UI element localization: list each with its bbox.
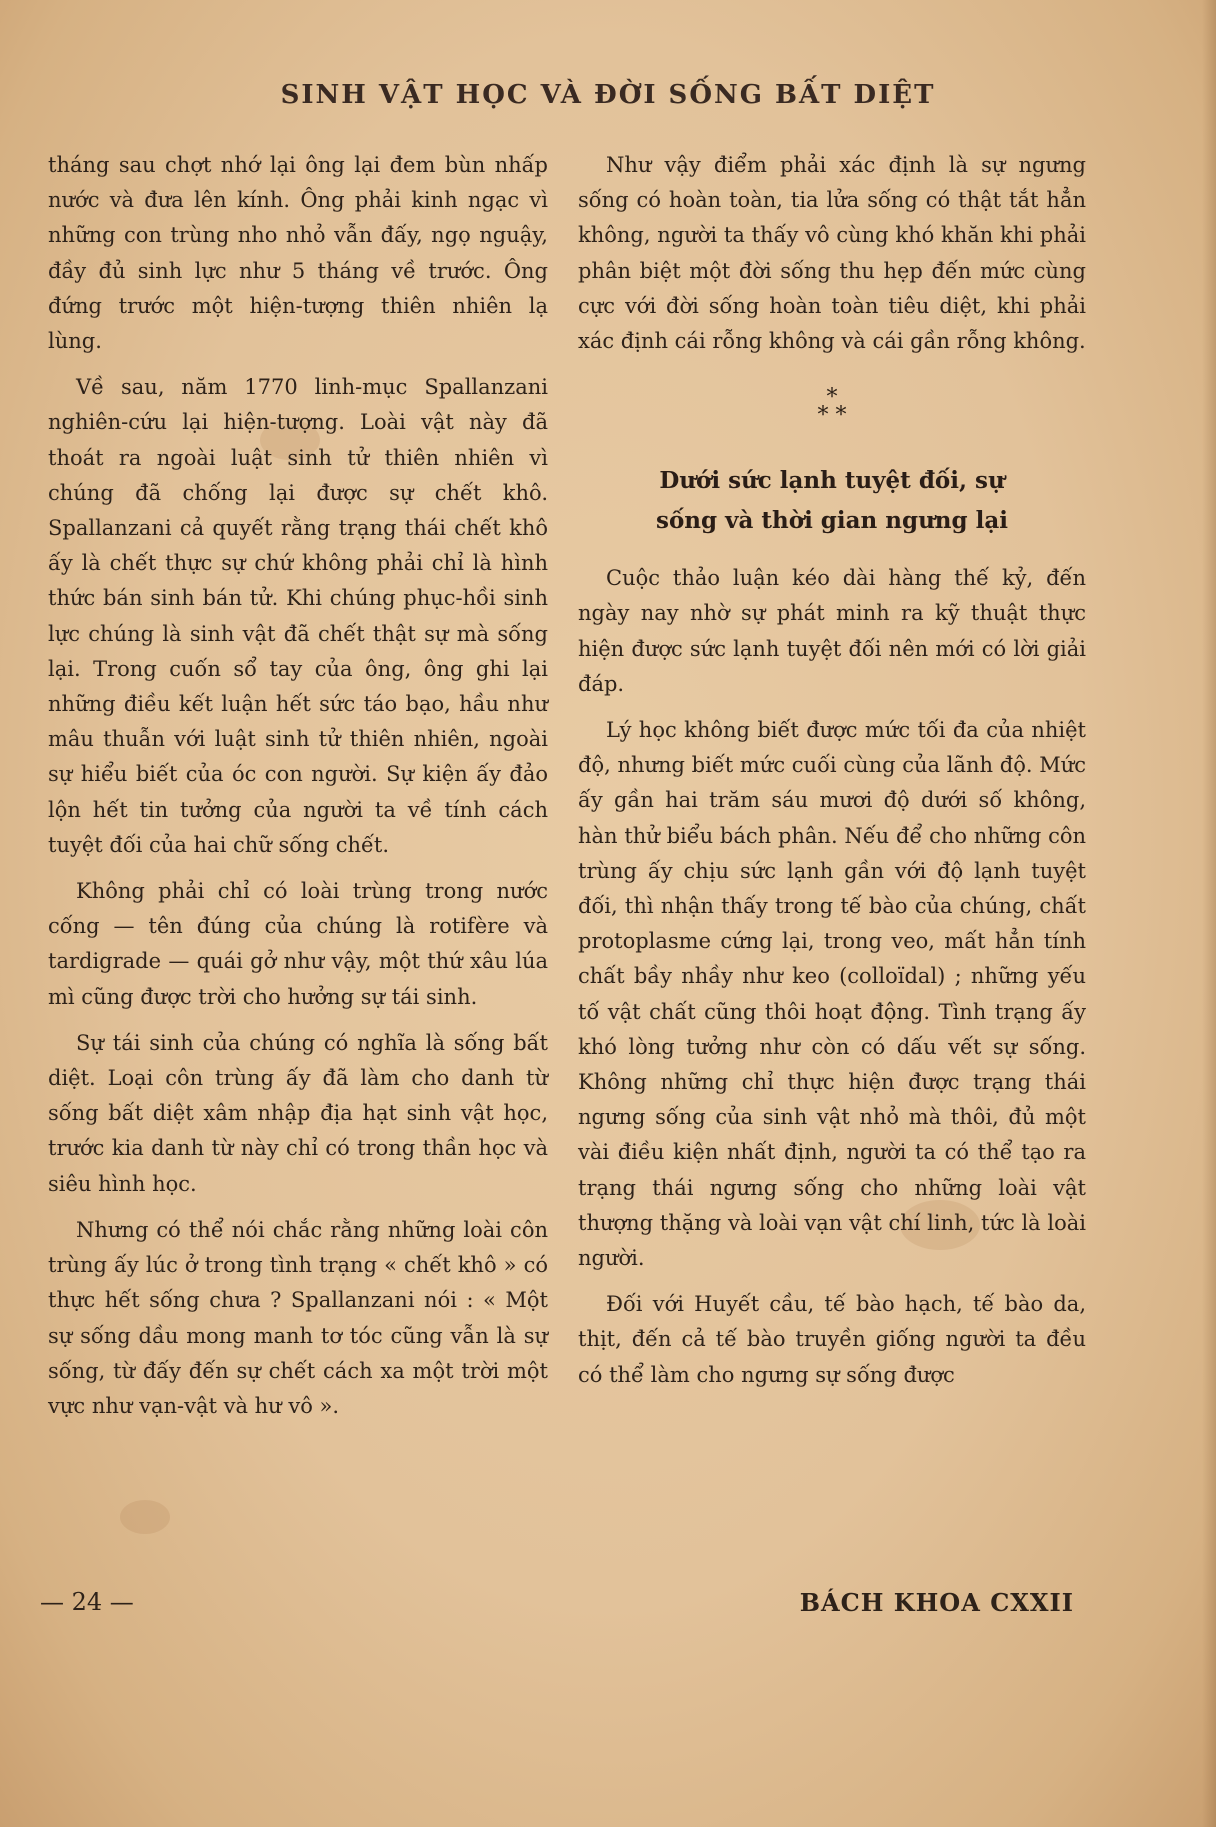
body-paragraph: Về sau, năm 1770 linh-mục Spallanzani nghiên-cứu lại hiện-tượng. Loài vật này đã thoát ra ngoài luật sinh tử thiên nhiên vì chúng đã chống lại được sự chết khô. Spallanzani cả quyết rằng trạng thái chết khô ấy là chết thực sự chứ không phải chỉ là hình thức bán sinh bán tử. Khi chúng phục-hồi sinh lực chúng là sinh vật đã chết thật sự mà sống lại. Trong cuốn sổ tay của ông, ông ghi lại những điều kết luận hết sức táo bạo, hầu như mâu thuẫn với luật sinh tử thiên nhiên, ngoài sự hiểu biết của óc con người. Sự kiện ấy đảo lộn hết tin tưởng của người ta về tính cách tuyệt đối của hai chữ sống chết. bbox=[48, 375, 548, 857]
body-paragraph: Đối với Huyết cầu, tế bào hạch, tế bào da, thịt, đến cả tế bào truyền giống người ta đều có thể làm cho ngưng sự sống được bbox=[578, 1292, 1086, 1387]
body-paragraph: tháng sau chợt nhớ lại ông lại đem bùn nhấp nước và đưa lên kính. Ông phải kinh ngạc vì những con trùng nho nhỏ vẫn đấy, ngọ nguậy, đầy đủ sinh lực như 5 tháng về trước. Ông đứng trước một hiện-tượng thiên nhiên lạ lùng. bbox=[48, 153, 548, 354]
section-ornament bbox=[578, 385, 1086, 429]
body-paragraph: Lý học không biết được mức tối đa của nhiệt độ, nhưng biết mức cuối cùng của lãnh độ. Mức ấy gần hai trăm sáu mươi độ dưới số không, hàn thử biểu bách phân. Nếu để cho những côn trùng ấy chịu sức lạnh gần với độ lạnh tuyệt đối, thì nhận thấy trong tế bào của chúng, chất protoplasme cứng lại, trong veo, mất hẳn tính chất bầy nhầy như keo (colloïdal) ; những yếu tố vật chất cũng thôi hoạt động. Tình trạng ấy khó lòng tưởng như còn có dấu vết sự sống. Không những chỉ thực hiện được trạng thái ngưng sống của sinh vật nhỏ mà thôi, đủ một vài điều kiện nhất định, người ta có thể tạo ra trạng thái ngưng sống cho những loài vật thượng thặng và loài vạn vật chí linh, tức là loài người. bbox=[578, 718, 1086, 1271]
right-column bbox=[578, 148, 1086, 1404]
left-column bbox=[48, 148, 548, 1435]
section-heading bbox=[578, 461, 1086, 541]
asterism-bottom: * * bbox=[817, 403, 847, 429]
body-paragraph: Như vậy điểm phải xác định là sự ngưng sống có hoàn toàn, tia lửa sống có thật tắt hẳn không, người ta thấy vô cùng khó khăn khi phải phân biệt một đời sống thu hẹp đến mức cùng cực với đời sống hoàn toàn tiêu diệt, khi phải xác định cái rỗng không và cái gần rỗng không. bbox=[578, 153, 1086, 354]
body-paragraph: Không phải chỉ có loài trùng trong nước cống — tên đúng của chúng là rotifère và tardigrade — quái gở như vậy, một thứ xâu lúa mì cũng được trời cho hưởng sự tái sinh. bbox=[48, 879, 548, 1009]
asterism-top: * bbox=[826, 385, 838, 411]
body-paragraph: Nhưng có thể nói chắc rằng những loài côn trùng ấy lúc ở trong tình trạng « chết khô » có thực hết sống chưa ? Spallanzani nói : « Một sự sống dầu mong manh tơ tóc cũng vẫn là sự sống, từ đấy đến sự chết cách xa một trời một vực như vạn-vật và hư vô ». bbox=[48, 1217, 548, 1418]
body-paragraph: Sự tái sinh của chúng có nghĩa là sống bất diệt. Loại côn trùng ấy đã làm cho danh từ sống bất diệt xâm nhập địa hạt sinh vật học, trước kia danh từ này chỉ có trong thần học và siêu hình học. bbox=[48, 1030, 548, 1196]
section-heading-line: sống và thời gian ngưng lại bbox=[656, 507, 1008, 535]
section-heading-line: Dưới sức lạnh tuyệt đối, sự bbox=[659, 467, 1005, 495]
running-title: SINH VẬT HỌC VÀ ĐỜI SỐNG BẤT DIỆT bbox=[280, 80, 936, 110]
paper-stain bbox=[120, 1500, 170, 1534]
publication-name: BÁCH KHOA CXXII bbox=[799, 1588, 1074, 1617]
torn-edge bbox=[1202, 0, 1216, 1827]
body-paragraph: Cuộc thảo luận kéo dài hàng thế kỷ, đến ngày nay nhờ sự phát minh ra kỹ thuật thực hiện được sức lạnh tuyệt đối nên mới có lời giải đáp. bbox=[578, 566, 1086, 696]
page-number: — 24 — bbox=[40, 1588, 134, 1616]
